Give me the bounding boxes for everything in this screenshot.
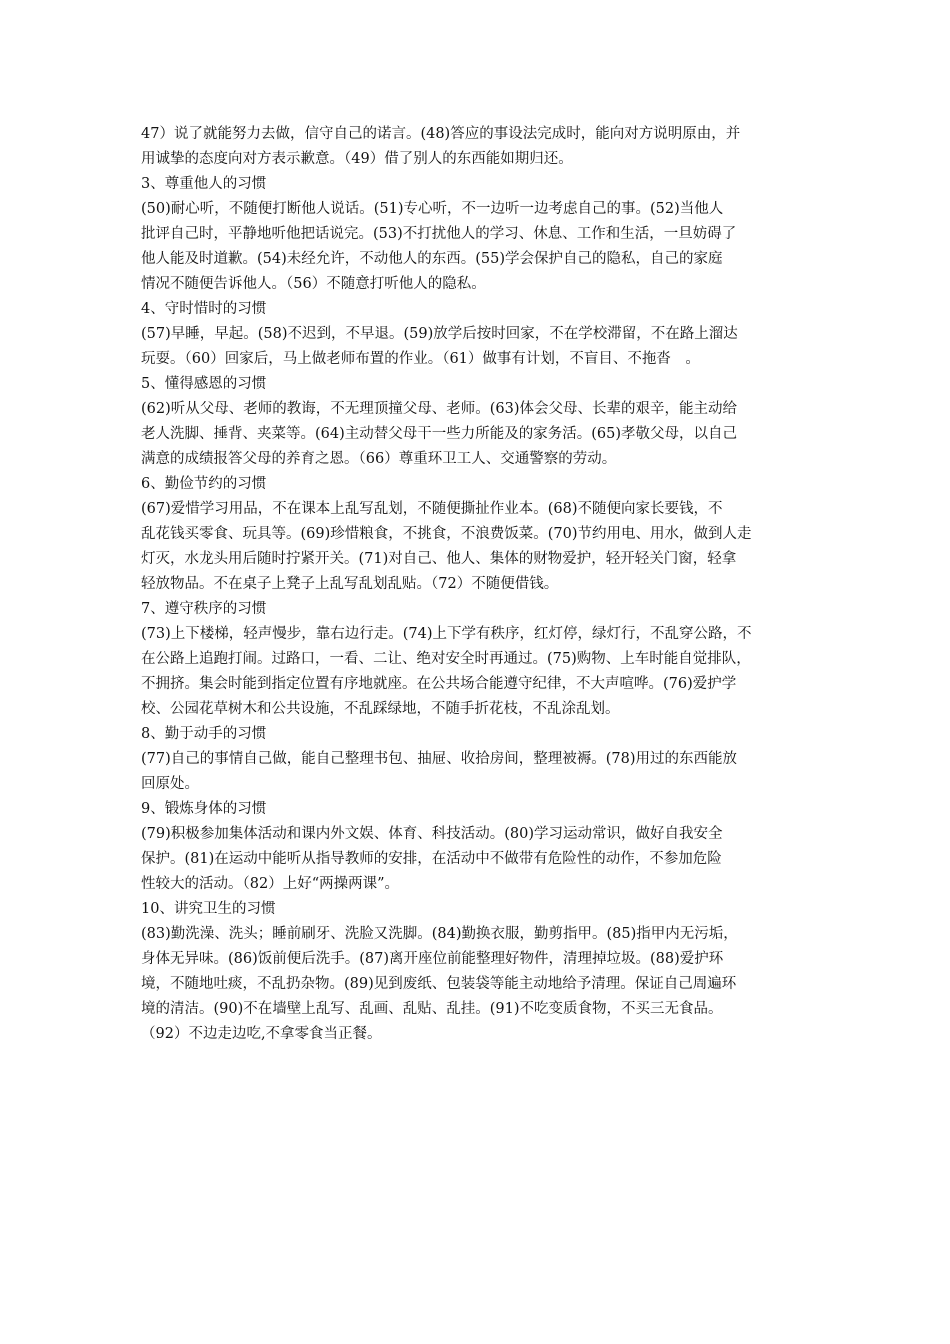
text-line: 性较大的活动。（82）上好“两操两课”。 bbox=[141, 876, 400, 892]
text-line: (79)积极参加集体活动和课内外文娱、体育、科技活动。(80)学习运动常识，做好自我安全 bbox=[141, 826, 723, 842]
section-heading: 10、讲究卫生的习惯 bbox=[141, 901, 276, 917]
text-line: 保护。(81)在运动中能听从指导教师的安排，在活动中不做带有危险性的动作，不参加危险 bbox=[141, 851, 722, 867]
section-heading: 3、尊重他人的习惯 bbox=[141, 176, 267, 192]
text-line: 境的清洁。(90)不在墙壁上乱写、乱画、乱贴、乱挂。(91)不吃变质食物，不买三无食品。 bbox=[141, 1001, 723, 1017]
section-heading: 9、锻炼身体的习惯 bbox=[141, 801, 267, 817]
text-line: (83)勤洗澡、洗头；睡前刷牙、洗脸又洗脚。(84)勤换衣服，勤剪指甲。(85)指甲内无污垢， bbox=[141, 926, 738, 942]
text-line: 不拥挤。集会时能到指定位置有序地就座。在公共场合能遵守纪律，不大声喧哗。(76)爱护学 bbox=[141, 676, 737, 692]
text-line: 玩耍。（60）回家后，马上做老师布置的作业。（61）做事有计划，不盲目、不拖沓 。 bbox=[141, 351, 700, 367]
text-line: 乱花钱买零食、玩具等。(69)珍惜粮食，不挑食，不浪费饭菜。(70)节约用电、用水，做到人走 bbox=[141, 526, 752, 542]
text-line: 批评自己时，平静地听他把话说完。(53)不打扰他人的学习、休息、工作和生活，一旦妨碍了 bbox=[141, 226, 737, 242]
text-line: 身体无异味。(86)饭前便后洗手。(87)离开座位前能整理好物件，清理掉垃圾。(88)爱护环 bbox=[141, 951, 724, 967]
section-heading: 6、勤俭节约的习惯 bbox=[141, 476, 267, 492]
text-line: (77)自己的事情自己做，能自己整理书包、抽屉、收拾房间，整理被褥。(78)用过的东西能放 bbox=[141, 751, 738, 767]
section-heading: 5、懂得感恩的习惯 bbox=[141, 376, 267, 392]
text-line: 他人能及时道歉。(54)未经允许，不动他人的东西。(55)学会保护自己的隐私，自己的家庭 bbox=[141, 251, 723, 267]
text-line: 用诚挚的态度向对方表示歉意。（49）借了别人的东西能如期归还。 bbox=[141, 151, 573, 167]
text-line: (73)上下楼梯，轻声慢步，靠右边行走。(74)上下学有秩序，红灯停，绿灯行，不乱穿公路，不 bbox=[141, 626, 752, 642]
text-line: 校、公园花草树木和公共设施，不乱踩绿地，不随手折花枝，不乱涂乱划。 bbox=[141, 701, 620, 717]
text-line: 灯灭，水龙头用后随时拧紧开关。(71)对自己、他人、集体的财物爱护，轻开轻关门窗，轻拿 bbox=[141, 551, 737, 567]
section-heading: 8、勤于动手的习惯 bbox=[141, 726, 267, 742]
document-body bbox=[141, 122, 821, 1047]
section-heading: 7、遵守秩序的习惯 bbox=[141, 601, 267, 617]
text-line: (67)爱惜学习用品，不在课本上乱写乱划，不随便撕扯作业本。(68)不随便向家长要钱，不 bbox=[141, 501, 723, 517]
text-line: （92）不边走边吃,不拿零食当正餐。 bbox=[141, 1026, 382, 1042]
text-line: (62)听从父母、老师的教诲，不无理顶撞父母、老师。(63)体会父母、长辈的艰辛，能主动给 bbox=[141, 401, 738, 417]
text-line: 老人洗脚、捶背、夹菜等。(64)主动替父母干一些力所能及的家务活。(65)孝敬父母，以自己 bbox=[141, 426, 738, 442]
text-line: (50)耐心听，不随便打断他人说话。(51)专心听，不一边听一边考虑自己的事。(52)当他人 bbox=[141, 201, 724, 217]
text-line: 满意的成绩报答父母的养育之恩。（66）尊重环卫工人、交通警察的劳动。 bbox=[141, 451, 617, 467]
text-line: 境，不随地吐痰，不乱扔杂物。(89)见到废纸、包装袋等能主动地给予清理。保证自己周遍环 bbox=[141, 976, 737, 992]
text-line: 回原处。 bbox=[141, 776, 199, 792]
text-line: 情况不随便告诉他人。（56）不随意打听他人的隐私。 bbox=[141, 276, 486, 292]
text-line: 轻放物品。不在桌子上凳子上乱写乱划乱贴。（72）不随便借钱。 bbox=[141, 576, 559, 592]
text-line: (57)早睡，早起。(58)不迟到，不早退。(59)放学后按时回家，不在学校滞留，不在路上溜达 bbox=[141, 326, 738, 342]
text-line: 47）说了就能努力去做，信守自己的诺言。(48)答应的事设法完成时，能向对方说明原由，并 bbox=[141, 126, 741, 142]
section-heading: 4、守时惜时的习惯 bbox=[141, 301, 267, 317]
text-line: 在公路上追跑打闹。过路口，一看、二让、绝对安全时再通过。(75)购物、上车时能自觉排队， bbox=[141, 651, 751, 667]
